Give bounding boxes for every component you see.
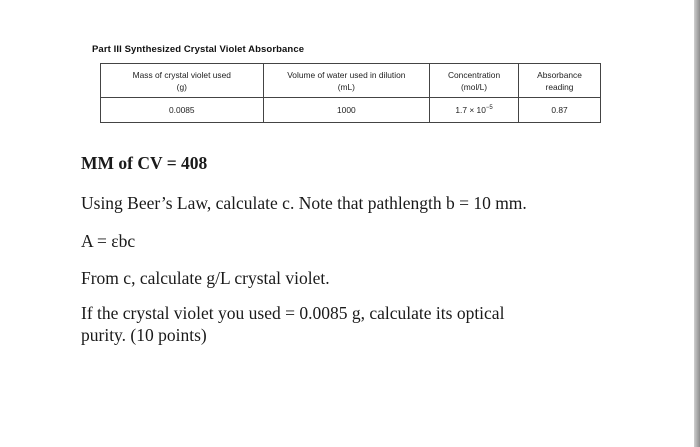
header-absorbance bbox=[519, 64, 601, 98]
table-row bbox=[101, 98, 601, 123]
optical-purity-question bbox=[81, 302, 504, 346]
header-concentration bbox=[430, 64, 519, 98]
optical-purity-line-2: purity. (10 points) bbox=[81, 325, 207, 345]
optical-purity-line-1: If the crystal violet you used = 0.0085 g, calculate its optical bbox=[81, 303, 505, 323]
concentration-exponent: −5 bbox=[485, 105, 493, 112]
header-volume bbox=[263, 64, 429, 98]
header-concentration-unit: (mol/L) bbox=[461, 81, 488, 92]
cell-volume: 1000 bbox=[263, 98, 429, 123]
table-header-row bbox=[101, 64, 601, 98]
header-absorbance-title: Absorbance bbox=[537, 69, 582, 80]
cell-absorbance: 0.87 bbox=[519, 98, 601, 123]
header-mass bbox=[101, 64, 264, 98]
gram-per-liter-instruction: From c, calculate g/L crystal violet. bbox=[81, 268, 330, 288]
header-concentration-title: Concentration bbox=[447, 69, 501, 80]
header-mass-title: Mass of crystal violet used bbox=[132, 69, 231, 80]
header-mass-unit: (g) bbox=[176, 81, 187, 92]
cell-concentration bbox=[430, 98, 519, 123]
header-absorbance-unit: reading bbox=[545, 81, 574, 92]
beers-law-equation: A = εbc bbox=[81, 231, 136, 251]
header-volume-title: Volume of water used in dilution bbox=[287, 69, 406, 80]
beers-law-instruction: Using Beer’s Law, calculate c. Note that pathlength b = 10 mm. bbox=[81, 193, 527, 213]
absorbance-table bbox=[100, 63, 601, 123]
cell-mass: 0.0085 bbox=[101, 98, 264, 123]
page-edge-shadow bbox=[694, 0, 700, 447]
molar-mass-line: MM of CV = 408 bbox=[81, 153, 208, 173]
header-volume-unit: (mL) bbox=[337, 81, 355, 92]
section-heading: Part III Synthesized Crystal Violet Absorbance bbox=[92, 44, 305, 55]
concentration-base: 1.7 × 10 bbox=[455, 105, 486, 115]
